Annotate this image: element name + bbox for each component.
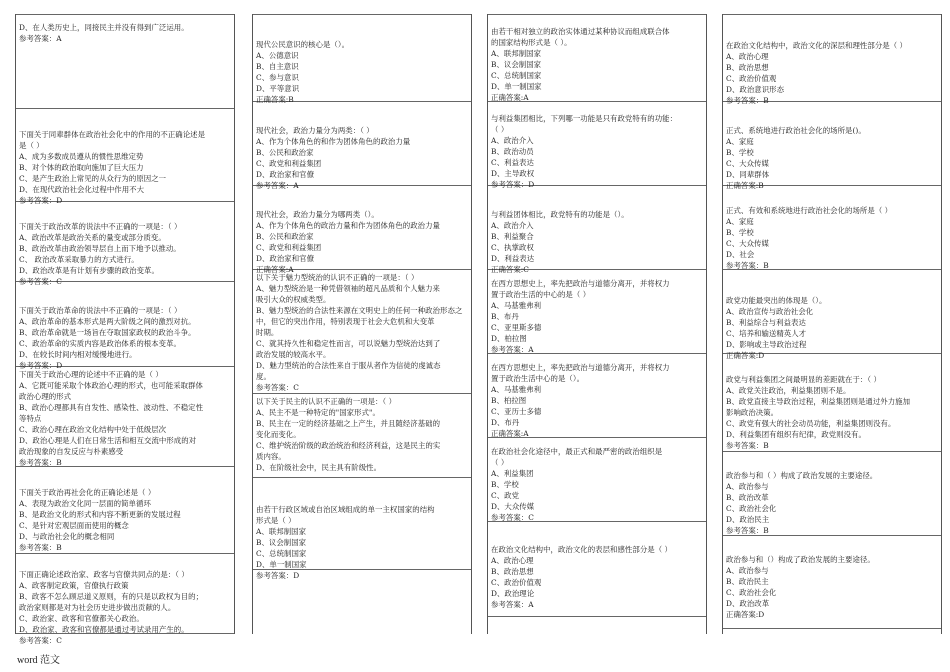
question-line: A、马基雅弗利 bbox=[491, 301, 542, 310]
question-line: C、就其持久性和稳定性而言，可以说魅力型统治达到了 bbox=[256, 339, 441, 348]
question-line: B、议会制国家 bbox=[491, 60, 542, 69]
question-block bbox=[723, 102, 941, 190]
question-line: C、是针对宏观层面而使用的概念 bbox=[19, 521, 129, 530]
question-line: C、总统制国家 bbox=[256, 549, 307, 558]
question-line: D、柏拉图 bbox=[491, 334, 527, 343]
question-line: （ ） bbox=[491, 125, 509, 134]
question-line: 以下关于魅力型统治的认识不正确的一项是：（ ） bbox=[256, 273, 419, 282]
question-line: D、政治家和官僚 bbox=[256, 254, 315, 263]
question-line: D、政治家、政客和官僚都是通过考试录用产生的。 bbox=[19, 625, 189, 634]
question-line: 政治家则都是对为社会历史进步做出贡献的人。 bbox=[19, 603, 176, 612]
question-line: 下面关于同辈群体在政治社会化中的作用的不正确论述是 bbox=[19, 130, 206, 139]
question-line: 影响政治决策。 bbox=[726, 408, 779, 417]
question-line: 变化而变化。 bbox=[256, 430, 301, 439]
question-line: B、政党直接主导政治过程，利益集团则是通过外力施加 bbox=[726, 397, 911, 406]
question-line: D、在现代政治社会化过程中作用不大 bbox=[19, 185, 145, 194]
question-line: B、柏拉图 bbox=[491, 396, 527, 405]
question-line: 参考答案：D bbox=[256, 571, 300, 580]
question-line: B、政治改革由政治领导层自上而下地予以推动。 bbox=[19, 244, 181, 253]
question-line: D、主导政权 bbox=[491, 169, 535, 178]
question-line: B、政治民主 bbox=[726, 577, 769, 586]
question-block bbox=[488, 186, 706, 274]
question-line: D、政治改革是有计划有步骤的政治变革。 bbox=[19, 266, 159, 275]
question-line: B、政治思想 bbox=[491, 567, 534, 576]
question-line: 参考答案：C bbox=[19, 277, 62, 286]
question-block bbox=[488, 102, 706, 189]
question-line: A、政治改革是政治关系的量变或部分质变。 bbox=[19, 233, 166, 242]
question-block bbox=[16, 467, 234, 554]
question-column-3 bbox=[487, 14, 707, 634]
question-line: D、同辈群体 bbox=[726, 170, 770, 179]
question-block bbox=[253, 270, 471, 394]
question-line: B、民主在一定的经济基础之上产生，并且随经济基础的 bbox=[256, 419, 441, 428]
question-block bbox=[723, 186, 941, 270]
question-line: 政治参与和（）构成了政治发展的主要途径。 bbox=[726, 555, 875, 564]
question-line: D、布丹 bbox=[491, 418, 520, 427]
question-line: 现代社会，政治力量分为哪两类（）。 bbox=[256, 210, 379, 219]
question-line: A、政治参与 bbox=[726, 482, 769, 491]
question-line: A、家庭 bbox=[726, 137, 754, 146]
question-line: 在政治文化结构中，政治文化的深层和理性部分是（ ） bbox=[726, 41, 907, 50]
question-line: 正确答案:B bbox=[726, 181, 764, 190]
question-line: 形式是（ ） bbox=[256, 516, 296, 525]
question-line: 下面关于政治革命的说法中不正确的一项是：（ ） bbox=[19, 306, 182, 315]
question-line: D、政治家和官僚 bbox=[256, 170, 315, 179]
question-line: 参考答案：C bbox=[256, 383, 299, 392]
question-line: 正确答案:A bbox=[491, 93, 529, 102]
question-block bbox=[488, 270, 706, 354]
question-line: C、政党有强大的社会动员功能，利益集团则没有。 bbox=[726, 419, 896, 428]
question-column-4 bbox=[722, 14, 942, 634]
question-line: 是（ ） bbox=[19, 141, 44, 150]
question-block bbox=[488, 522, 706, 617]
question-line: A、政治宣传与政治社会化 bbox=[726, 307, 814, 316]
question-line: D、政治意识形态 bbox=[726, 85, 785, 94]
question-line: 正确答案:A bbox=[491, 429, 529, 438]
question-line: A、它既可能采取个体政治心理的形式，也可能采取群体 bbox=[19, 381, 203, 390]
question-line: 政党与利益集团之间最明显的差距就在于：（ ） bbox=[726, 375, 881, 384]
question-line: A、政治革命的基本形式是两大阶级之间的激烈对抗。 bbox=[19, 317, 196, 326]
question-line: D、魅力型统治的合法性来自于服从者作为信徒的虔诚态 bbox=[256, 361, 441, 370]
question-line: D、政治理论 bbox=[491, 589, 535, 598]
question-line: 政治发展的较高水平。 bbox=[256, 350, 331, 359]
question-line: 参考答案：D bbox=[491, 180, 535, 189]
question-line: C、政治心理在政治文化结构中处于低级层次 bbox=[19, 425, 167, 434]
question-line: 的国家结构形式是（ ）。 bbox=[491, 38, 572, 47]
question-line: A、政客制定政策，官僚执行政策 bbox=[19, 581, 129, 590]
question-line: D、在较长时间内相对缓慢地进行。 bbox=[19, 350, 137, 359]
question-line: 参考答案：B bbox=[726, 526, 769, 535]
question-line: 正式、系统地进行政治社会化的场所是()。 bbox=[726, 126, 866, 135]
question-line: B、布丹 bbox=[491, 312, 519, 321]
question-line: A、利益集团 bbox=[491, 469, 534, 478]
question-line: A、政党关注政治，利益集团则不是。 bbox=[726, 386, 851, 395]
question-line: D、单一制国家 bbox=[491, 82, 542, 91]
question-line: 政党功能最突出的体现是（）。 bbox=[726, 296, 827, 305]
question-line: B、利益聚合 bbox=[491, 232, 534, 241]
question-line: D、在阶级社会中，民主具有阶级性。 bbox=[256, 463, 382, 472]
question-line: A、民主不是一种特定的"国家形式"。 bbox=[256, 408, 380, 417]
question-block bbox=[253, 14, 471, 102]
question-line: 中，但它的突出作用，特别表现于社会大危机和大变革 bbox=[256, 317, 435, 326]
question-line: A、作为个体角色的和作为团体角色的政治力量 bbox=[256, 137, 411, 146]
question-line: 参考答案：D bbox=[19, 361, 63, 370]
question-line: B、学校 bbox=[491, 480, 519, 489]
question-line: A、政治参与 bbox=[726, 566, 769, 575]
question-line: 置于政治生活中心的是（）。 bbox=[491, 374, 585, 383]
question-line: C、政治价值观 bbox=[726, 74, 777, 83]
question-line: A、魅力型统治是一种凭借领袖的超凡品质和个人魅力来 bbox=[256, 284, 440, 293]
question-line: 由若干行政区域或自治区域组成的单一主权国家的结构 bbox=[256, 505, 435, 514]
question-line: 参考答案：B bbox=[726, 441, 769, 450]
question-line: D、利益集团有组织有纪律，政党则没有。 bbox=[726, 430, 866, 439]
question-line: 正式、有效和系统地进行政治社会化的场所是（ ） bbox=[726, 206, 893, 215]
question-line: 度。 bbox=[256, 372, 271, 381]
question-line: C、是产生政治上常见的从众行为的原因之一 bbox=[19, 174, 167, 183]
question-line: B、自主意识 bbox=[256, 62, 299, 71]
question-line: C、培养和输送精英人才 bbox=[726, 329, 807, 338]
question-line: B、政治改革 bbox=[726, 493, 769, 502]
question-line: 正确答案:B bbox=[256, 95, 294, 104]
question-line: B、政治革命就是一场旨在夺取国家政权的政治斗争。 bbox=[19, 328, 196, 337]
question-line: C、政治社会化 bbox=[726, 504, 777, 513]
question-line: D、政治心理是人们在日常生活和相互交流中形成的对 bbox=[19, 436, 197, 445]
question-line: B、魅力型统治的合法性来源在文明史上的任何一种政治形态之 bbox=[256, 306, 463, 315]
question-line: （ ） bbox=[491, 458, 509, 467]
question-line: B、议会制国家 bbox=[256, 538, 307, 547]
question-line: D、单一制国家 bbox=[256, 560, 307, 569]
question-line: 参考答案：A bbox=[19, 34, 62, 43]
question-line: C、参与意识 bbox=[256, 73, 299, 82]
question-line: D、影响或主导政治过程 bbox=[726, 340, 807, 349]
question-line: A、成为多数成员遵从的惯性思维定势 bbox=[19, 152, 144, 161]
question-line: B、利益综合与利益表达 bbox=[726, 318, 806, 327]
question-line: C、政党和利益集团 bbox=[256, 243, 322, 252]
question-line: C、亚历士多德 bbox=[491, 407, 542, 416]
question-line: 参考答案：C bbox=[491, 513, 534, 522]
question-line: D、利益表达 bbox=[491, 254, 535, 263]
question-line: D、大众传媒 bbox=[491, 502, 535, 511]
question-line: B、政治心理都具有自发性、感染性、波动性、不稳定性 bbox=[19, 403, 204, 412]
question-line: 参考答案：B bbox=[726, 96, 769, 105]
question-line: 在政治社会化途径中，最正式和最严密的政治组织是 bbox=[491, 447, 663, 456]
question-line: C、利益表达 bbox=[491, 158, 534, 167]
question-line: 参考答案：A bbox=[491, 600, 534, 609]
question-line: 正确答案:A bbox=[256, 265, 294, 274]
question-block bbox=[253, 478, 471, 580]
question-block bbox=[16, 282, 234, 370]
question-line: 下面关于政治心理的论述中不正确的是（ ） bbox=[19, 370, 163, 379]
question-line: D、与政治社会化的概念相同 bbox=[19, 532, 115, 541]
question-line: 与利益团体相比，政党特有的功能是（）。 bbox=[491, 210, 629, 219]
question-line: C、政治价值观 bbox=[491, 578, 542, 587]
question-line: D、在人类历史上，同接民主并没有得到广泛运用。 bbox=[19, 23, 189, 32]
question-line: 参考答案：B bbox=[726, 261, 769, 270]
question-line: A、政治介入 bbox=[491, 136, 534, 145]
question-line: C、政党 bbox=[491, 491, 520, 500]
question-line: 时期。 bbox=[256, 328, 279, 337]
question-line: A、政治心理 bbox=[491, 556, 534, 565]
question-block bbox=[16, 367, 234, 467]
question-line: C、政治革命的实质内容是政治体系的根本变革。 bbox=[19, 339, 181, 348]
question-block bbox=[253, 102, 471, 190]
question-line: C、执掌政权 bbox=[491, 243, 534, 252]
question-block bbox=[253, 186, 471, 274]
question-line: 参考答案：B bbox=[19, 458, 62, 467]
question-line: B、是政治文化的形式和内容不断更新的发展过程 bbox=[19, 510, 181, 519]
question-line: B、学校 bbox=[726, 148, 754, 157]
question-line: 参考答案：B bbox=[19, 543, 62, 552]
question-line: C、政治家、政客和官僚都关心政治。 bbox=[19, 614, 144, 623]
question-line: 参考答案：D bbox=[19, 196, 63, 205]
question-line: C、政党和利益集团 bbox=[256, 159, 322, 168]
question-line: A、表现为政治文化同一层面的简单循环 bbox=[19, 499, 151, 508]
question-line: B、政客不怎么顾忌道义原则，有的只是以政权为目的； bbox=[19, 592, 204, 601]
question-line: A、政治介入 bbox=[491, 221, 534, 230]
question-line: 现代社会，政治力量分为两类：（ ） bbox=[256, 126, 374, 135]
question-line: D、政治改革 bbox=[726, 599, 770, 608]
question-column-1 bbox=[15, 14, 235, 645]
question-block bbox=[723, 14, 941, 105]
question-line: B、公民和政治家 bbox=[256, 148, 314, 157]
question-line: C、大众传媒 bbox=[726, 159, 769, 168]
question-line: 在政治文化结构中，政治文化的表层和感性部分是（ ） bbox=[491, 545, 672, 554]
question-line: 政治参与和（ ）构成了政治发展的主要途径。 bbox=[726, 471, 878, 480]
question-line: 质内容。 bbox=[256, 452, 286, 461]
question-block bbox=[723, 354, 941, 452]
question-block bbox=[253, 394, 471, 478]
question-block bbox=[16, 202, 234, 286]
question-line: C、维护统治阶级的政治统治和经济利益，这是民主的实 bbox=[256, 441, 441, 450]
question-line: A、公德意识 bbox=[256, 51, 299, 60]
question-line: C、政治社会化 bbox=[726, 588, 777, 597]
question-line: 在西方思想史上，率先把政治与道德分离开，并将权力 bbox=[491, 363, 670, 372]
question-block bbox=[723, 270, 941, 360]
question-line: A、作为个体角色的政治力量和作为团体角色的政治力量 bbox=[256, 221, 440, 230]
question-line: 下面正确论述政治家、政客与官僚共同点的是：（ ） bbox=[19, 570, 189, 579]
question-line: 正确答案:C bbox=[491, 265, 530, 274]
question-line: 现代公民意识的核心是（）。 bbox=[256, 40, 350, 49]
question-line: A、联邦制国家 bbox=[256, 527, 307, 536]
question-line: 置于政治生活的中心的是（ ） bbox=[491, 290, 591, 299]
question-line: 由若干相对独立的政治实体通过某种协议而组成联合体 bbox=[491, 27, 670, 36]
question-block bbox=[723, 536, 941, 629]
question-line: 参考答案：A bbox=[491, 345, 534, 354]
question-block bbox=[488, 14, 706, 102]
question-block bbox=[16, 14, 234, 109]
question-line: C、 政治改革采取暴力的方式进行。 bbox=[19, 255, 139, 264]
question-line: 参考答案：A bbox=[256, 181, 299, 190]
question-line: C、大众传媒 bbox=[726, 239, 769, 248]
question-line: 正确答案:D bbox=[726, 351, 765, 360]
question-line: 与利益集团相比，下列哪一功能是只有政党特有的功能： bbox=[491, 114, 678, 123]
question-block bbox=[16, 554, 234, 645]
question-line: A、政治心理 bbox=[726, 52, 769, 61]
footer-text: word 范文 bbox=[17, 655, 61, 666]
question-block bbox=[488, 438, 706, 522]
question-line: 在西方思想史上，率先把政治与道德分离开，并将权力 bbox=[491, 279, 670, 288]
question-line: 下面关于政治改革的说法中不正确的一项是：（ ） bbox=[19, 222, 182, 231]
question-block bbox=[723, 452, 941, 536]
question-line: B、政治思想 bbox=[726, 63, 769, 72]
question-line: 正确答案:D bbox=[726, 610, 765, 619]
question-line: A、联邦制国家 bbox=[491, 49, 542, 58]
question-line: 参考答案：C bbox=[19, 636, 62, 645]
question-line: 吸引大众的权威类型。 bbox=[256, 295, 331, 304]
question-line: B、对个体的政治取向施加了巨大压力 bbox=[19, 163, 144, 172]
question-line: D、平等意识 bbox=[256, 84, 300, 93]
question-line: D、政治民主 bbox=[726, 515, 770, 524]
question-line: A、马基雅弗利 bbox=[491, 385, 542, 394]
question-block bbox=[16, 109, 234, 205]
question-line: 下面关于政治再社会化的正确论述是（ ） bbox=[19, 488, 156, 497]
question-line: 以下关于民主的认识不正确的一项是：（ ） bbox=[256, 397, 397, 406]
question-line: 政治心理的形式 bbox=[19, 392, 72, 401]
question-line: A、家庭 bbox=[726, 217, 754, 226]
question-line: 等特点 bbox=[19, 414, 42, 423]
question-line: B、学校 bbox=[726, 228, 754, 237]
question-block bbox=[488, 354, 706, 438]
question-line: B、公民和政治家 bbox=[256, 232, 314, 241]
question-line: C、总统制国家 bbox=[491, 71, 542, 80]
question-line: D、社会 bbox=[726, 250, 755, 259]
question-column-2 bbox=[252, 14, 472, 634]
question-line: 政治现象的自发反应与朴素感受 bbox=[19, 447, 124, 456]
question-line: B、政治动员 bbox=[491, 147, 534, 156]
question-line: C、亚里斯多德 bbox=[491, 323, 542, 332]
